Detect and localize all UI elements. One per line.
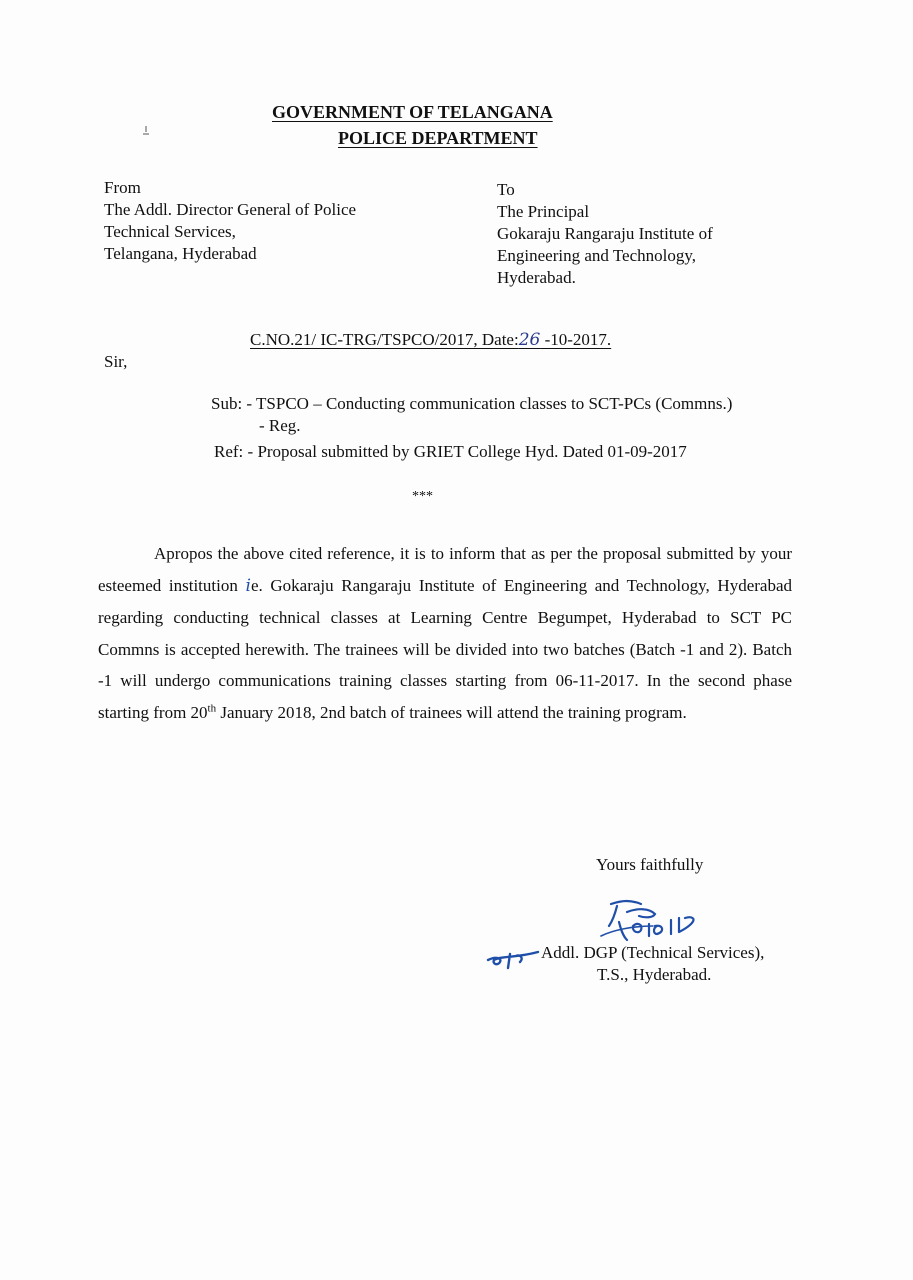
reference-suffix: -10-2017. xyxy=(540,330,612,349)
from-line: Technical Services, xyxy=(104,222,236,241)
closing: Yours faithfully xyxy=(596,855,704,874)
scan-speck xyxy=(142,120,150,130)
handwritten-ie: i xyxy=(245,575,251,596)
reference-line xyxy=(214,441,687,463)
from-line: Telangana, Hyderabad xyxy=(104,244,257,263)
to-line: Gokaraju Rangaraju Institute of xyxy=(497,224,713,243)
to-line: Hyderabad. xyxy=(497,268,576,287)
superscript-th: th xyxy=(207,701,217,714)
from-label: From xyxy=(104,178,141,197)
reference-prefix: C.NO.21/ IC-TRG/TSPCO/2017, Date: xyxy=(250,330,519,349)
header-department: POLICE DEPARTMENT xyxy=(338,128,538,148)
to-block xyxy=(497,179,713,289)
handwritten-date: 26 xyxy=(518,330,541,350)
subject-text: TSPCO – Conducting communication classes to SCT-PCs (Commns.) xyxy=(256,394,733,413)
header-government: GOVERNMENT OF TELANGANA xyxy=(272,102,553,122)
body-part-1: Apropos the above cited reference, it is to inform that as per the proposal submitted by your esteemed institution xyxy=(98,544,792,595)
salutation: Sir, xyxy=(104,352,128,371)
signatory-location: T.S., Hyderabad. xyxy=(597,965,712,984)
subject-label: Sub: - xyxy=(211,394,253,413)
body-part-2: e. Gokaraju Rangaraju Institute of Engineering and Technology, Hyderabad regarding conducting technical classes at Learning Centre Begumpet, Hyderabad to SCT PC Commns is accepted herewith. The trainees will be divided into two batches (Batch -1 and 2). Batch -1 will undergo communications training classes starting from 06-11-2017. In the second phase starting from 20 xyxy=(98,575,793,722)
signatory-designation: Addl. DGP (Technical Services), xyxy=(541,943,765,962)
to-label: To xyxy=(497,180,515,199)
subject-tail: - Reg. xyxy=(259,416,301,435)
from-line: The Addl. Director General of Police xyxy=(104,200,357,219)
to-line: Engineering and Technology, xyxy=(497,246,696,265)
reference-number xyxy=(250,329,611,351)
to-line: The Principal xyxy=(497,202,590,221)
subject-line xyxy=(211,393,732,415)
reference-text: Proposal submitted by GRIET College Hyd. Dated 01-09-2017 xyxy=(257,442,687,461)
body-part-3: January 2018, 2nd batch of trainees will attend the training program. xyxy=(216,702,687,722)
separator-asterisks: *** xyxy=(412,489,433,504)
reference-label: Ref: - xyxy=(214,442,254,461)
for-mark xyxy=(486,948,540,970)
from-block xyxy=(104,177,356,265)
body-paragraph xyxy=(98,538,792,728)
